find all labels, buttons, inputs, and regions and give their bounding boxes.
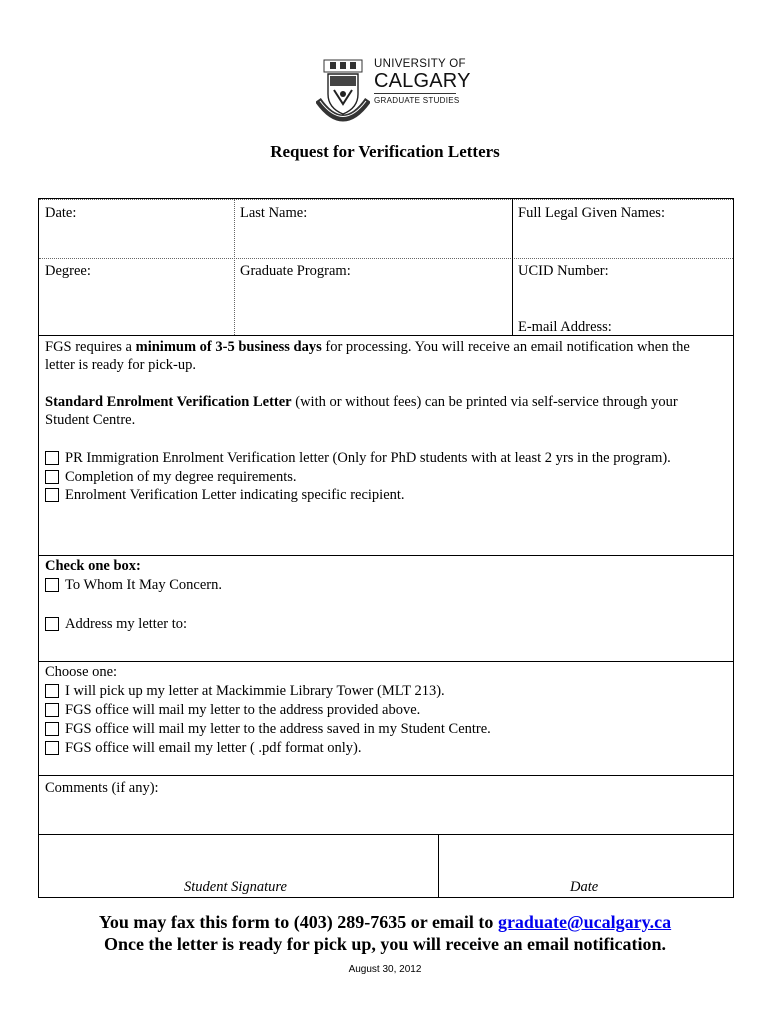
pr-immigration-option[interactable]: PR Immigration Enrolment Verification letter (Only for PhD students with at least 2 yrs in the program). (45, 449, 671, 467)
fax-email-instructions: You may fax this form to (403) 289-7635 or email to graduate@ucalgary.ca (98, 912, 672, 932)
standard-letter-note: Standard Enrolment Verification Letter (with or without fees) can be printed via self-service through your Student Centre. (45, 394, 678, 428)
specific-recipient-checkbox[interactable] (45, 488, 59, 502)
address-letter-checkbox[interactable] (45, 617, 59, 631)
email-letter-option[interactable]: FGS office will email my letter ( .pdf format only). (45, 739, 362, 757)
logo-graduate-studies: GRADUATE STUDIES (374, 96, 460, 105)
signature-date-label: Date (570, 879, 599, 895)
check-one-box-heading: Check one box: (45, 558, 141, 574)
mail-provided-checkbox[interactable] (45, 703, 59, 717)
email-field-label: E-mail Address: (518, 319, 612, 335)
logo-calgary: CALGARY (374, 70, 471, 92)
request-form-table (38, 198, 734, 898)
specific-recipient-option[interactable]: Enrolment Verification Letter indicating specific recipient. (45, 486, 405, 504)
form-revision-date: August 30, 2012 (348, 964, 422, 975)
ucid-field-label: UCID Number: (518, 263, 609, 279)
degree-completion-checkbox[interactable] (45, 470, 59, 484)
date-field-label: Date: (45, 205, 77, 221)
degree-field-label: Degree: (45, 263, 91, 279)
logo-university-of: UNIVERSITY OF (374, 58, 466, 70)
graduate-email-link[interactable]: graduate@ucalgary.ca (497, 912, 672, 932)
degree-completion-option[interactable]: Completion of my degree requirements. (45, 468, 297, 486)
to-whom-checkbox[interactable] (45, 578, 59, 592)
pickup-checkbox[interactable] (45, 684, 59, 698)
to-whom-option[interactable]: To Whom It May Concern. (45, 576, 222, 594)
student-signature-label: Student Signature (184, 879, 287, 895)
given-names-field-label: Full Legal Given Names: (518, 205, 665, 221)
pickup-option[interactable]: I will pick up my letter at Mackimmie Library Tower (MLT 213). (45, 682, 445, 700)
pickup-notification-note: Once the letter is ready for pick up, you will receive an email notification. (103, 934, 667, 954)
mail-saved-option[interactable]: FGS office will mail my letter to the address saved in my Student Centre. (45, 720, 491, 738)
mail-saved-checkbox[interactable] (45, 722, 59, 736)
email-letter-checkbox[interactable] (45, 741, 59, 755)
crest-icon (316, 56, 370, 126)
university-logo (316, 56, 471, 126)
pr-immigration-checkbox[interactable] (45, 451, 59, 465)
choose-one-heading: Choose one: (45, 664, 118, 680)
address-letter-option[interactable]: Address my letter to: (45, 615, 187, 633)
page-title: Request for Verification Letters (270, 142, 500, 161)
last-name-field-label: Last Name: (240, 205, 308, 221)
program-field-label: Graduate Program: (240, 263, 351, 279)
comments-label: Comments (if any): (45, 780, 159, 796)
processing-time-note: FGS requires a minimum of 3-5 business days for processing. You will receive an email notification when the letter is ready for pick-up. (45, 339, 690, 373)
mail-provided-option[interactable]: FGS office will mail my letter to the address provided above. (45, 701, 420, 719)
